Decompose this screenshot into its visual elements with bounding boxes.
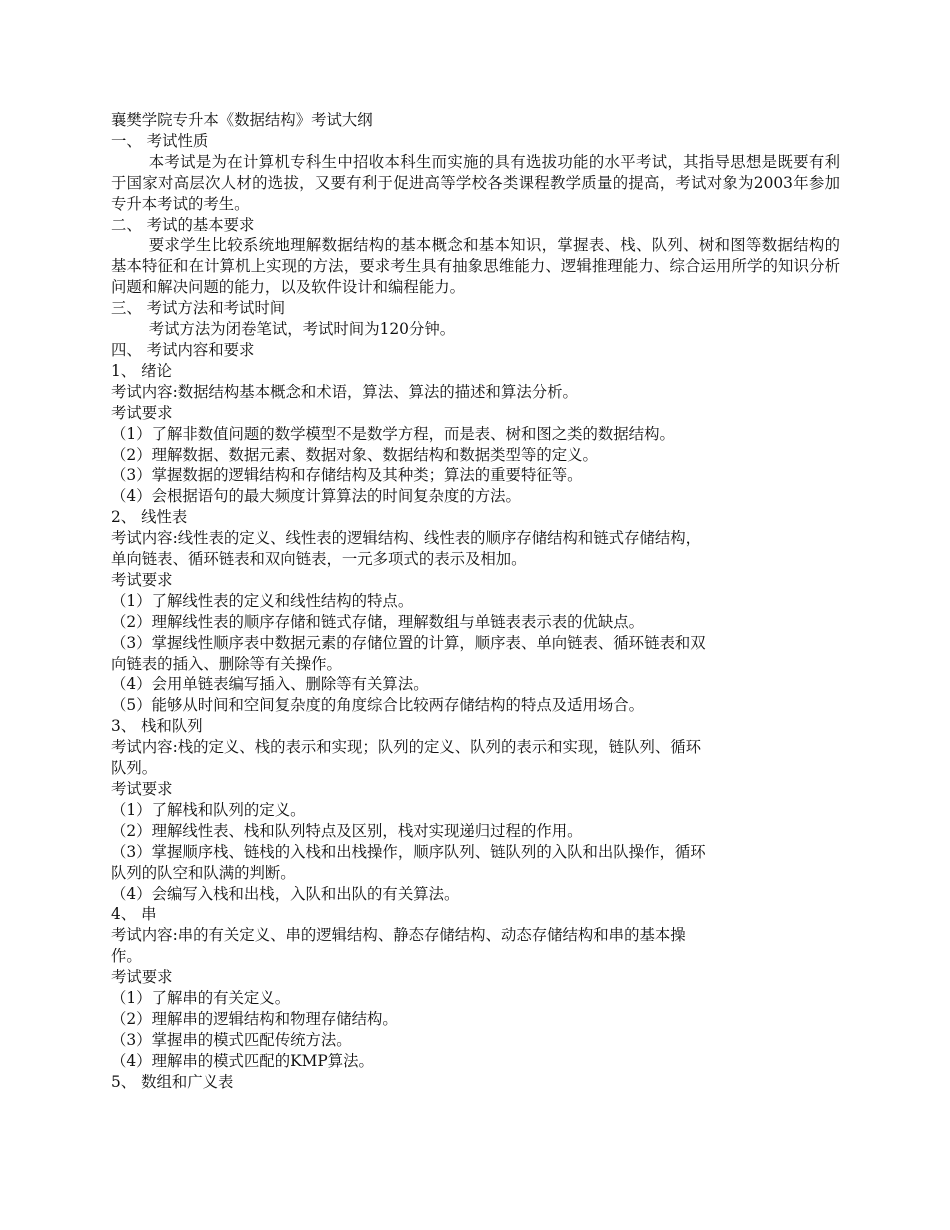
exam-content: 考试内容:线性表的定义、线性表的逻辑结构、线性表的顺序存储结构和链式存储结构， <box>111 529 702 548</box>
requirement-item: （4）会根据语句的最大频度计算算法的时间复杂度的方法。 <box>111 487 521 506</box>
section-paragraph: 要求学生比较系统地理解数据结构的基本概念和基本知识，掌握表、栈、队列、树和图等数据结构的基本特征和在计算机上实现的方法，要求考生具有抽象思维能力、逻辑推理能力、综合运用所学的知识分析问题和解决问题的能力，以及软件设计和编程能力。 <box>111 236 840 297</box>
requirement-item: （1）了解非数值问题的数学模型不是数学方程，而是表、树和图之类的数据结构。 <box>111 424 675 443</box>
requirement-item: （4）理解串的模式匹配的KMP算法。 <box>111 1051 374 1070</box>
requirement-item: （3）掌握数据的逻辑结构和存储结构及其种类；算法的重要特征等。 <box>111 466 583 485</box>
requirements-label: 考试要求 <box>111 570 173 589</box>
requirement-item: （5）能够从时间和空间复杂度的角度综合比较两存储结构的特点及适用场合。 <box>111 696 645 715</box>
requirements-label: 考试要求 <box>111 968 173 987</box>
requirement-item: （1）了解串的有关定义。 <box>111 989 291 1008</box>
section-heading: 二、 考试的基本要求 <box>111 215 255 234</box>
section-paragraph: 本考试是为在计算机专科生中招收本科生而实施的具有选拔功能的水平考试，其指导思想是既要有利于国家对高层次人材的选拔，又要有利于促进高等学校各类课程教学质量的提高，考试对象为2003年参加专升本考试的考生。 <box>111 152 840 213</box>
requirement-item: （3）掌握线性顺序表中数据元素的存储位置的计算，顺序表、单向链表、循环链表和双 <box>111 633 706 652</box>
exam-content: 考试内容:数据结构基本概念和术语，算法、算法的描述和算法分析。 <box>111 382 578 401</box>
section-heading: 一、 考试性质 <box>111 131 209 150</box>
requirement-item: （1）了解栈和队列的定义。 <box>111 800 306 819</box>
requirement-item-continued: 队列的队空和队满的判断。 <box>111 863 296 882</box>
requirement-item: （4）会用单链表编写插入、删除等有关算法。 <box>111 675 429 694</box>
section-heading: 三、 考试方法和考试时间 <box>111 299 286 318</box>
chapter-heading: 5、 数组和广义表 <box>111 1072 234 1091</box>
requirement-item: （2）理解线性表的顺序存储和链式存储，理解数组与单链表表示表的优缺点。 <box>111 612 645 631</box>
section-paragraph: 考试方法为闭卷笔试，考试时间为120分钟。 <box>148 320 456 339</box>
exam-content-continued: 作。 <box>111 947 142 966</box>
chapter-heading: 1、 绪论 <box>111 361 172 380</box>
section-heading: 四、 考试内容和要求 <box>111 340 255 359</box>
exam-content-continued: 队列。 <box>111 759 158 778</box>
exam-content-continued: 单向链表、循环链表和双向链表，一元多项式的表示及相加。 <box>111 550 527 569</box>
requirement-item: （3）掌握串的模式匹配传统方法。 <box>111 1030 352 1049</box>
chapter-heading: 2、 线性表 <box>111 508 188 527</box>
exam-content: 考试内容:栈的定义、栈的表示和实现；队列的定义、队列的表示和实现，链队列、循环 <box>111 738 702 757</box>
requirement-item-continued: 向链表的插入、删除等有关操作。 <box>111 654 342 673</box>
chapter-heading: 3、 栈和队列 <box>111 717 203 736</box>
chapter-heading: 4、 串 <box>111 905 157 924</box>
requirement-item: （2）理解串的逻辑结构和物理存储结构。 <box>111 1009 398 1028</box>
requirement-item: （3）掌握顺序栈、链栈的入栈和出栈操作，顺序队列、链队列的入队和出队操作，循环 <box>111 842 706 861</box>
requirement-item: （2）理解数据、数据元素、数据对象、数据结构和数据类型等的定义。 <box>111 445 598 464</box>
requirements-label: 考试要求 <box>111 780 173 798</box>
requirement-item: （1）了解线性表的定义和线性结构的特点。 <box>111 591 414 610</box>
requirement-item: （2）理解线性表、栈和队列特点及区别，栈对实现递归过程的作用。 <box>111 821 583 840</box>
document-title: 襄樊学院专升本《数据结构》考试大纲 <box>111 111 373 129</box>
requirement-item: （4）会编写入栈和出栈，入队和出队的有关算法。 <box>111 884 460 903</box>
exam-content: 考试内容:串的有关定义、串的逻辑结构、静态存储结构、动态存储结构和串的基本操 <box>111 926 686 945</box>
requirements-label: 考试要求 <box>111 403 173 422</box>
